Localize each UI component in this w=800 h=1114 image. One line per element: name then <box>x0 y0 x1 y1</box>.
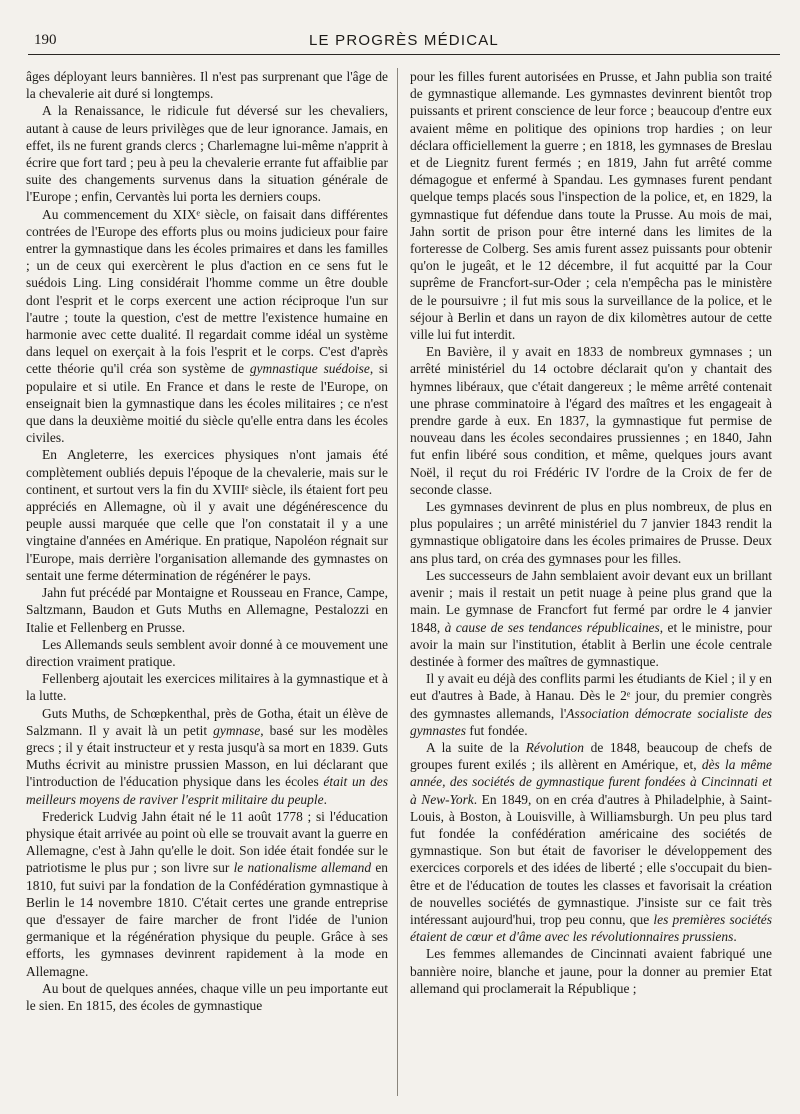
italic-text: le nationalisme allemand <box>233 860 372 876</box>
paragraph <box>410 670 772 739</box>
italic-text: était un des meilleurs moyens de raviver l'esprit militaire du peuple <box>26 774 388 807</box>
italic-text: à cause de ses tendances républicaines <box>444 619 660 635</box>
text-run: Guts Muths, de Schœpkenthal, près de Gotha, était un élève de Salzmann. Il y avait là un petit <box>26 705 388 738</box>
italic-text: gymnase <box>213 722 261 738</box>
text-run: Il y avait eu déjà des conflits parmi les étudiants de Kiel ; il y en eut d'autres à Bade, à Hanau. Dès le 2ᵉ jour, du premier congrès des gymnastes allemands, l' <box>410 671 772 721</box>
paragraph <box>26 206 388 447</box>
text-run: , et le ministre, pour avoir la main sur l'institution, établit à Berlin une école centrale destinée à former des maîtres de gymnastique. <box>410 619 772 669</box>
paragraph <box>26 808 388 980</box>
text-run: . En 1849, on en créa d'autres à Philadelphie, à Saint-Louis, à Boston, à Louisville, à Williamsburgh. Un peu plus tard fut fondée la confédération américaine des sociétés de gymnastique. Son but était de favoriser le développement des exercices corporels et des idées de liberté ; elle s'occupait du bien-être et de l'éducation de toutes les classes et favorisait la création de nouvelles sociétés de gymnastique. J'insiste sur ce fait très intéressant aujourd'hui, trop peu connu, que <box>410 791 772 927</box>
text-run: Au commencement du XIXᵉ siècle, on faisait dans différentes contrées de l'Europe des efforts plus ou moins judicieux pour faire entrer la gymnastique dans les écoles primaires et dans les familles ; un de ceux qui exercèrent le plus d'action en ce sens fut le suédois Ling. Ling considérait l'homme comme un être double dont l'esprit et le corps exercent une action réciproque l'un sur l'autre ; toute la question, c'est de mettre l'existence humaine en harmonie avec cette dualité. Il regardait comme idéal un système dans lequel on exerçait à la fois l'esprit et le corps. C'est d'après cette théorie qu'il créa son système de <box>26 206 388 377</box>
paragraph: A la Renaissance, le ridicule fut déversé sur les chevaliers, autant à cause de leurs privilèges que de leur ignorance. Jamais, en effet, ils ne furent grands clercs ; Charlemagne lui-même n'apprit à écrire que fort tard ; peu à peu la chevalerie errante fut affaiblie par suite des changements survenus dans la situation générale de l'Europe ; enfin, Cervantès lui porta les derniers coups. <box>26 103 388 205</box>
column-divider <box>397 68 398 1096</box>
paragraph: âges déployant leurs bannières. Il n'est pas surprenant que l'âge de la chevalerie ait duré si longtemps. <box>26 69 388 102</box>
text-run: . <box>733 929 737 945</box>
text-run: A la suite de la <box>426 739 526 755</box>
paragraph <box>410 739 772 945</box>
page-number: 190 <box>34 32 57 48</box>
paragraph: En Bavière, il y avait en 1833 de nombreux gymnases ; un arrêté ministériel du 14 octobre déclarait qu'on y chantait des hymnes libéraux, que c'était dangereux ; le même arrêté contenait une phrase comminatoire à l'égard des maîtres et les engageait à prendre garde à eux. En 1837, la gymnastique fut permise de nouveau dans les écoles secondaires prussiennes ; en 1840, Jahn fut enfin libéré sous condition, et même, quelques jours avant Noël, il reçut du roi Frédéric IV l'ordre de la Croix de fer de seconde classe. <box>410 344 772 497</box>
right-column <box>410 68 772 1104</box>
italic-text: dès la même année, des sociétés de gymnastique furent fondées à Cincinnati et à New-York <box>410 757 772 807</box>
left-column <box>26 68 388 1104</box>
text-run: . <box>323 791 327 807</box>
italic-text: les premières sociétés étaient de cœur et d'âme avec les révolutionnaires prussiens <box>410 911 772 945</box>
italic-text: Révolution <box>525 739 584 755</box>
paragraph: En Angleterre, les exercices physiques n'ont jamais été complètement oubliés depuis l'époque de la chevalerie, mais sur le continent, et surtout vers la fin du XVIIIᵉ siècle, ils étaient fort peu appréciés en Allemagne, où il y avait une dégénérescence du peuple aussi marquée que celle que l'on constatait il y a une vingtaine d'années en Amérique. En pratique, Napoléon régnait sur l'Europe, mais derrière l'organisation allemande des gymnastes on sentait une ferme détermination de régénérer le pays. <box>26 447 388 583</box>
paragraph <box>410 567 772 670</box>
text-run: en 1810, fut suivi par la fondation de la Confédération gymnastique à Berlin le 14 novembre 1810. C'était certes une grande entreprise que d'essayer de faire marcher de front l'idée de l'union germanique et la régénération physique du peuple. Grâce à ses efforts, les gymnases devinrent rapidement à la mode en Allemagne. <box>26 860 388 979</box>
paragraph: pour les filles furent autorisées en Prusse, et Jahn publia son traité de gymnastique allemande. Les gymnastes devinrent bientôt trop puissants et prirent conscience de leur force ; beaucoup d'entre eux avaient même en politique des opinions trop hardies ; on leur déclara officiellement la guerre ; en 1818, les gymnases de Breslau et de Liegnitz furent fermés ; en 1819, Jahn fut arrêté comme démagogue et enfermé à Spandau. Les gymnases furent pendant quelque temps placés sous l'inspection de la police, et, en 1829, la gymnastique fut défendue dans toute la Prusse. Au mois de mai, Jahn sortit de prison pour être interné dans les limites de la forteresse de Colberg. Ses amis furent assez puissants pour obtenir qu'on le jugeât, et le 12 décembre, il fut acquitté par la Cour suprême de Francfort-sur-Oder ; cela n'empêcha pas le ministère de le poursuivre ; il fut mis sous la surveillance de la police, et le séjour à Berlin et dans un rayon de dix kilomètres autour de cette ville lui fut interdit. <box>410 69 772 343</box>
paragraph: Fellenberg ajoutait les exercices militaires à la gymnastique et à la lutte. <box>26 671 388 704</box>
paragraph: Les Allemands seuls semblent avoir donné à ce mouvement une direction vraiment pratique. <box>26 636 388 669</box>
paragraph: Les gymnases devinrent de plus en plus nombreux, de plus en plus populaires ; un arrêté ministériel du 7 janvier 1843 rendit la gymnastique obligatoire dans les écoles primaires de Prusse. Deux ans plus tard, on créa des gymnases pour les filles. <box>410 499 772 566</box>
text-run: Les successeurs de Jahn semblaient avoir devant eux un brillant avenir ; mais il restait un petit nuage à peine plus grand que la main. Le gymnase de Francfort fut fermé par ordre le 4 janvier 1848, <box>410 567 772 635</box>
page-header <box>28 30 780 55</box>
italic-text: Association démocrate socialiste des gymnastes <box>410 705 772 738</box>
paragraph: Au bout de quelques années, chaque ville un peu importante eut le sien. En 1815, des écoles de gymnastique <box>26 980 388 1013</box>
text-run: , basé sur les modèles grecs ; il y était instructeur et y resta jusqu'à sa mort en 1839. Guts Muths écrivit au ministre prussien Masson, en lui déclarant que l'introduction de l'éducation physique dans les écoles <box>26 722 388 790</box>
running-title: LE PROGRÈS MÉDICAL <box>309 32 499 49</box>
text-run: Frederick Ludvig Jahn était né le 11 août 1778 ; si l'éducation physique était arrivée au point où elle se trouvait avant la guerre en Allemagne, c'est à Jahn qu'elle le doit. Son idée était fondée sur le patriotisme le plus pur ; son livre sur <box>26 808 388 876</box>
italic-text: gymnastique suédoise <box>249 361 370 377</box>
paragraph: Jahn fut précédé par Montaigne et Rousseau en France, Campe, Saltzmann, Baudon et Guts Muths en Allemagne, Pestalozzi en Italie et Fellenberg en Prusse. <box>26 585 388 635</box>
paragraph: Les femmes allemandes de Cincinnati avaient fabriqué une bannière noire, blanche et jaune, pour la donner au premier Etat allemand qui proclamerait la République ; <box>410 946 772 996</box>
text-run: , si populaire et si utile. En France et dans le reste de l'Europe, on enseignait bien la gymnastique dans les écoles militaires ; ce n'est que dans la deuxième moitié du siècle qu'elle entra dans les écoles civiles. <box>26 361 388 446</box>
paragraph <box>26 705 388 808</box>
text-run: fut fondée. <box>465 722 528 738</box>
text-run: de 1848, beaucoup de chefs de groupes furent exilés ; ils allèrent en Amérique, et, <box>410 739 772 773</box>
